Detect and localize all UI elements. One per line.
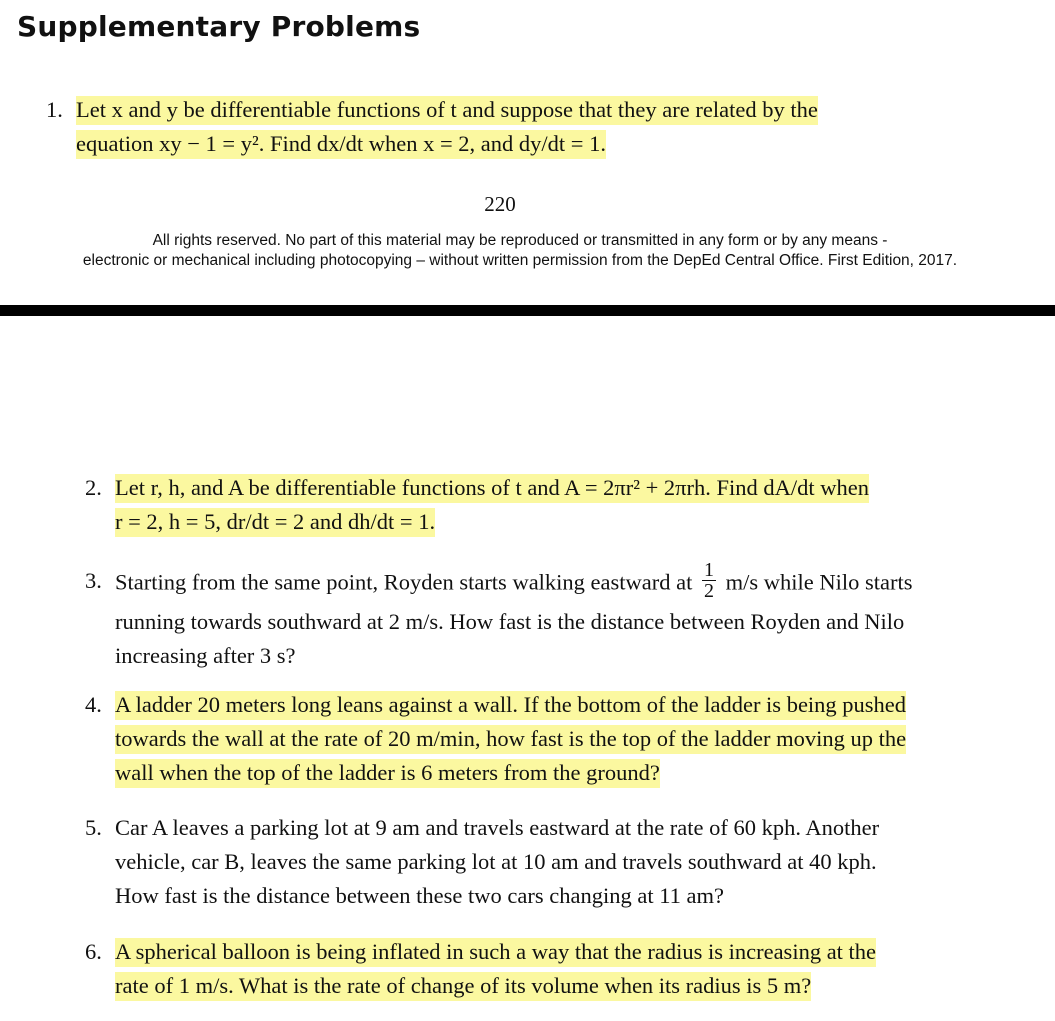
problem-text-segment: m/s while Nilo starts — [725, 569, 913, 595]
problem-number: 5. — [85, 815, 102, 840]
problem-number: 6. — [85, 939, 102, 964]
problem-text-line: running towards southward at 2 m/s. How fast is the distance between Royden and Nilo — [115, 609, 905, 634]
problem-text-line: Car A leaves a parking lot at 9 am and travels eastward at the rate of 60 kph. Another — [115, 815, 880, 840]
problem-text-segment: Starting from the same point, Royden starts walking eastward at — [115, 569, 693, 595]
fraction-denominator: 2 — [704, 580, 715, 602]
problem-2 — [85, 471, 1025, 539]
fraction-numerator: 1 — [704, 559, 715, 581]
problem-3 — [85, 559, 1025, 673]
problem-number: 1. — [46, 97, 63, 122]
problem-text-line: A spherical balloon is being inflated in such a way that the radius is increasing at the — [115, 938, 876, 967]
copyright-line: electronic or mechanical including photocopying – without written permission from the DepEd Central Office. First Edition, 2017. — [82, 252, 958, 269]
problem-1 — [46, 93, 986, 161]
problem-text-line: vehicle, car B, leaves the same parking lot at 10 am and travels southward at 40 kph. — [115, 849, 877, 874]
problem-text-line: equation xy − 1 = y². Find dx/dt when x = 2, and dy/dt = 1. — [76, 130, 606, 159]
problem-text-line: increasing after 3 s? — [115, 643, 296, 668]
problem-text-line: Let r, h, and A be differentiable functions of t and A = 2πr² + 2πrh. Find dA/dt when — [115, 474, 869, 503]
problem-text-line: towards the wall at the rate of 20 m/min, how fast is the top of the ladder moving up the — [115, 725, 906, 754]
problem-text-line: A ladder 20 meters long leans against a wall. If the bottom of the ladder is being pushed — [115, 691, 906, 720]
copyright-line: All rights reserved. No part of this material may be reproduced or transmitted in any form or by any means - — [152, 232, 888, 249]
problem-text-line: How fast is the distance between these two cars changing at 11 am? — [115, 883, 724, 908]
page-number: 220 — [484, 192, 516, 216]
problem-number: 2. — [85, 475, 102, 500]
problem-5 — [85, 811, 1025, 913]
problem-text-line: rate of 1 m/s. What is the rate of change of its volume when its radius is 5 m? — [115, 972, 811, 1001]
page-divider — [0, 305, 1055, 316]
page-upper — [0, 0, 1055, 305]
fraction — [702, 560, 716, 601]
problem-number: 3. — [85, 568, 102, 593]
copyright-notice — [0, 231, 1040, 271]
problem-text-line: Let x and y be differentiable functions of t and suppose that they are related by the — [76, 96, 818, 125]
problem-number: 4. — [85, 692, 102, 717]
problem-6 — [85, 935, 1025, 1003]
problem-text-line: r = 2, h = 5, dr/dt = 2 and dh/dt = 1. — [115, 508, 435, 537]
section-title: Supplementary Problems — [17, 10, 421, 43]
problem-text-line: wall when the top of the ladder is 6 meters from the ground? — [115, 759, 660, 788]
problem-4 — [85, 688, 1025, 790]
